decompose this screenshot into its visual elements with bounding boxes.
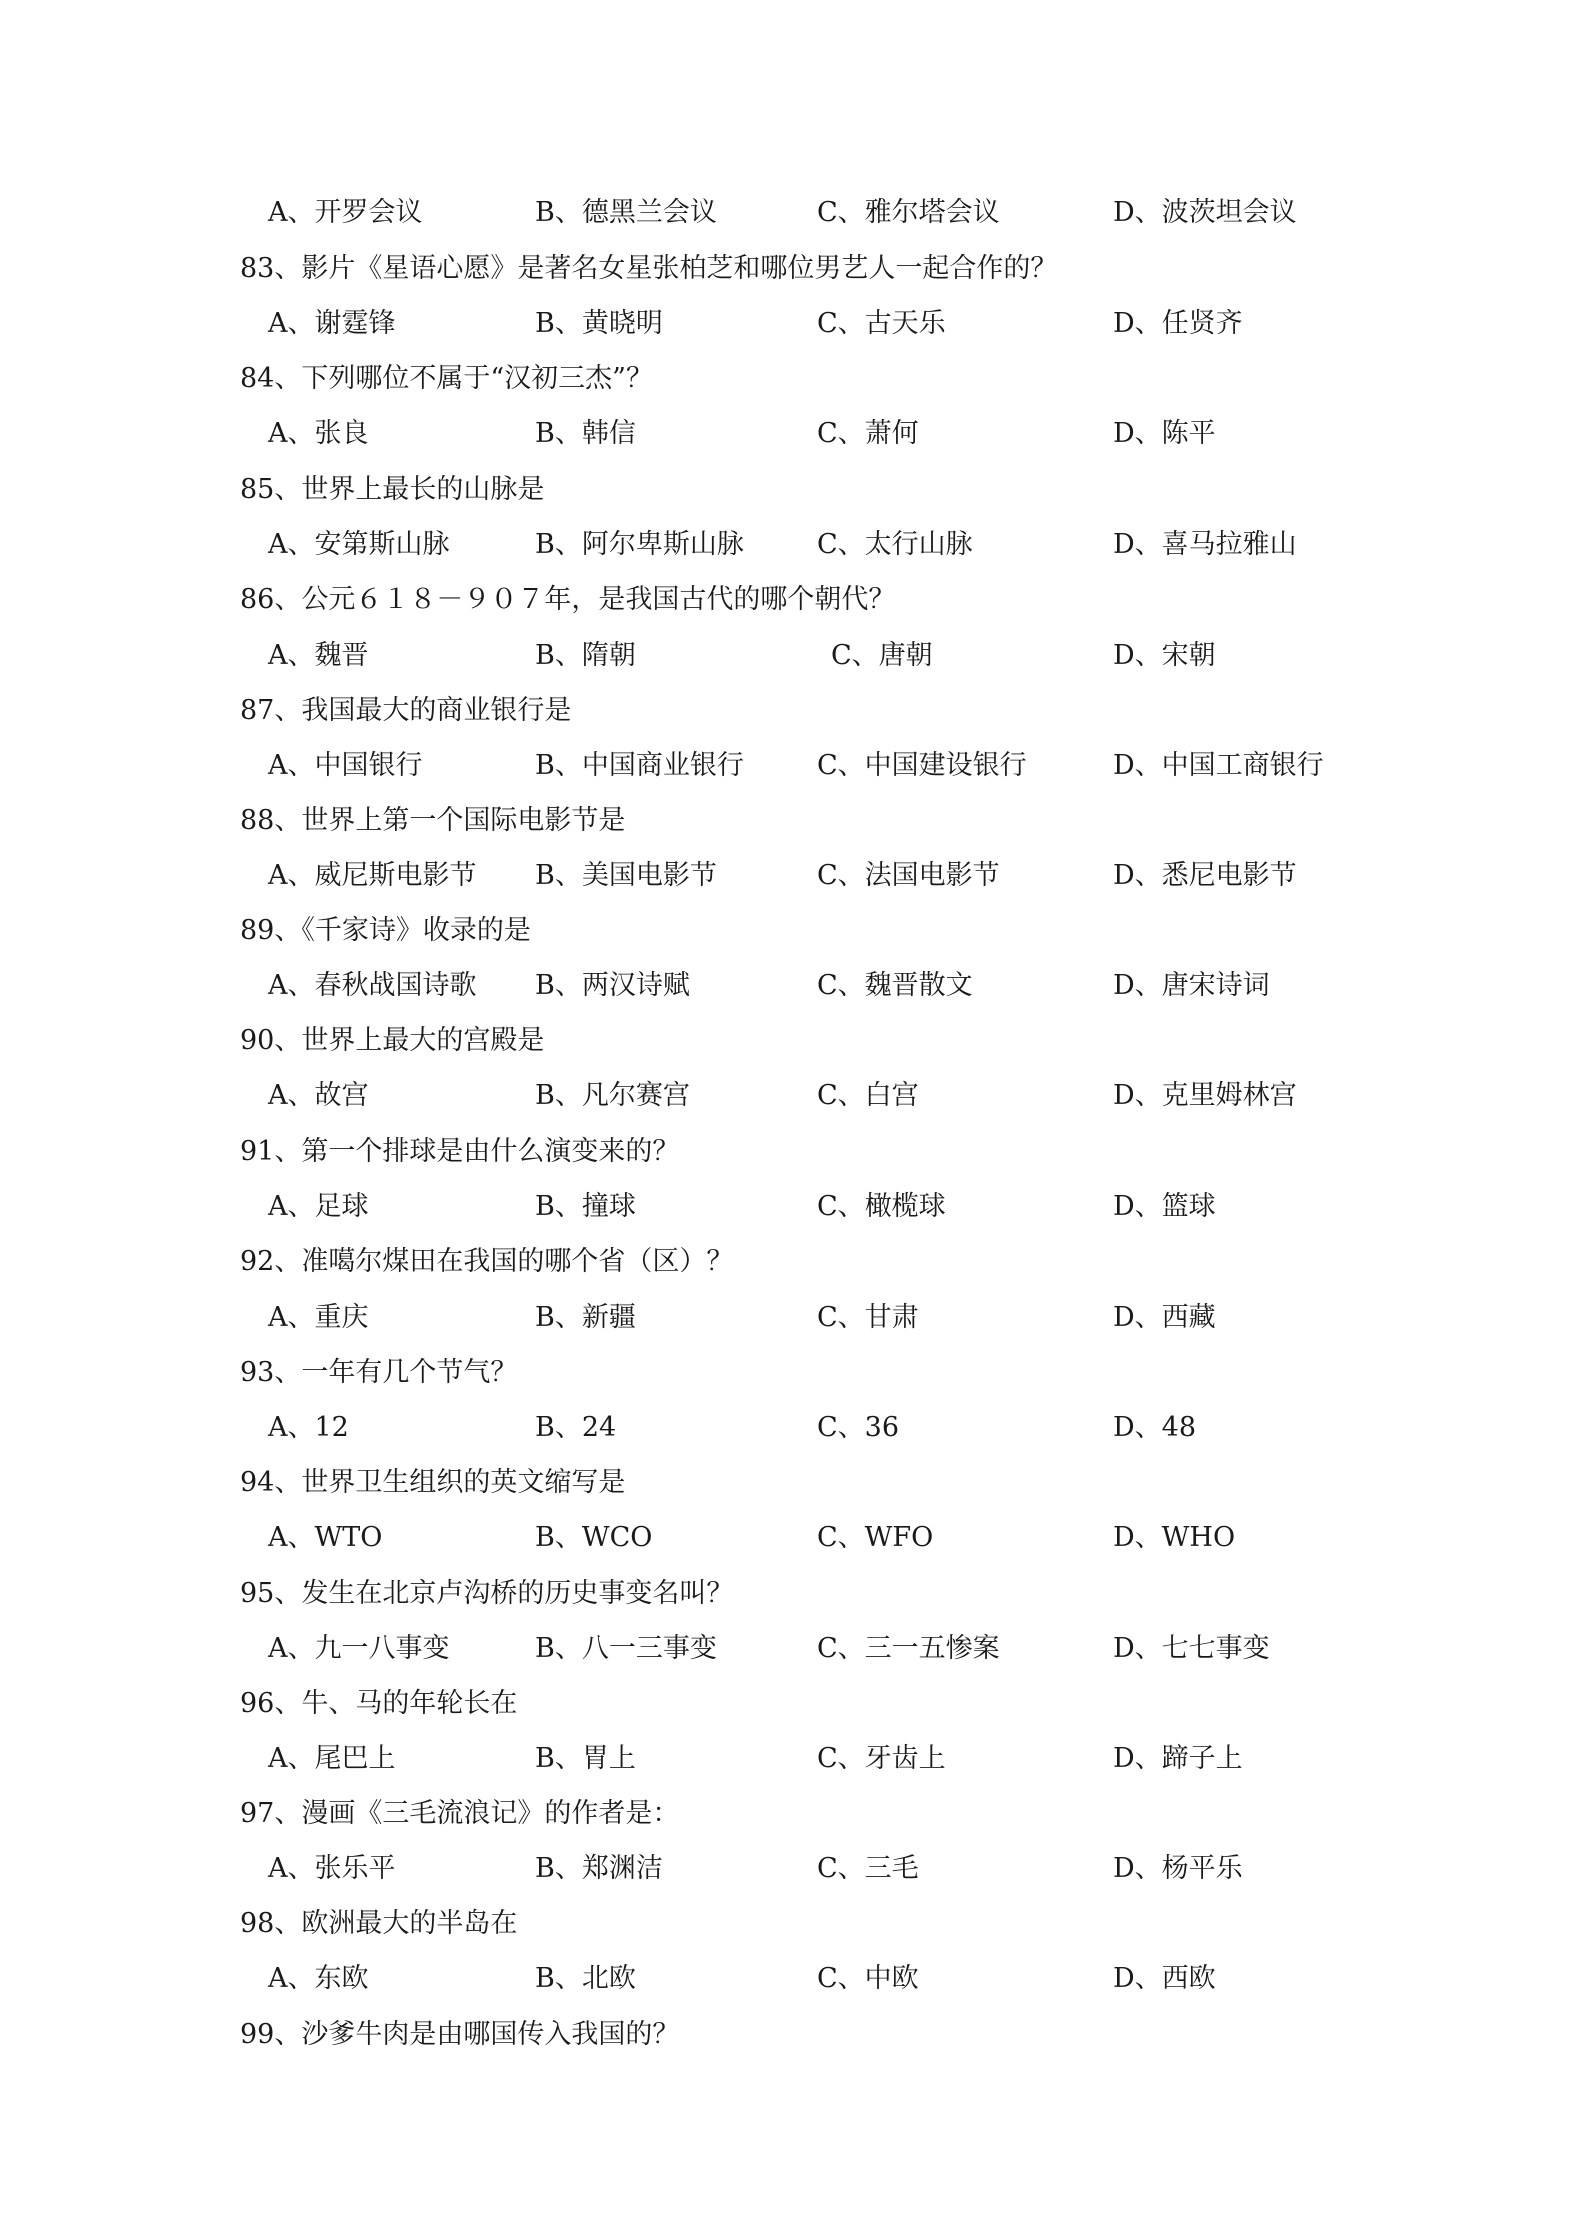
question-text: 91、第一个排球是由什么演变来的？ [240,1136,680,1167]
option-c: C、WFO [817,1522,934,1553]
options-row-82 [0,185,1584,241]
option-d: D、七七事变 [1113,1633,1270,1664]
question-text: 99、沙爹牛肉是由哪国传入我国的？ [240,2019,680,2050]
options-row-93 [0,1400,1584,1456]
option-d: D、克里姆林宫 [1113,1080,1297,1111]
option-b: B、两汉诗赋 [535,970,690,1001]
option-c: C、古天乐 [817,308,946,339]
option-a: A、春秋战国诗歌 [268,970,477,1001]
question-text: 88、世界上第一个国际电影节是 [240,805,626,836]
option-b: B、八一三事变 [535,1633,717,1664]
option-b: B、黄晓明 [535,308,663,339]
question-92 [0,1234,1584,1290]
option-c: C、三毛 [817,1853,919,1884]
options-row-86 [0,628,1584,684]
options-row-90 [0,1068,1584,1124]
question-text: 85、世界上最长的山脉是 [240,474,545,505]
question-97 [0,1786,1584,1842]
question-text: 97、漫画《三毛流浪记》的作者是： [240,1798,680,1829]
question-text: 86、公元６１８－９０７年，是我国古代的哪个朝代？ [240,584,896,615]
option-d: D、WHO [1113,1522,1236,1553]
question-text: 92、准噶尔煤田在我国的哪个省（区）？ [240,1246,734,1277]
option-d: D、篮球 [1113,1191,1216,1222]
options-row-97 [0,1841,1584,1897]
question-text: 98、欧洲最大的半岛在 [240,1908,518,1939]
option-a: A、重庆 [268,1302,369,1333]
question-text: 90、世界上最大的宫殿是 [240,1025,545,1056]
option-d: D、陈平 [1113,418,1216,449]
options-row-98 [0,1951,1584,2007]
option-a: A、张良 [268,418,369,449]
question-text: 96、牛、马的年轮长在 [240,1688,518,1719]
option-d: D、杨平乐 [1113,1853,1243,1884]
question-text: 84、下列哪位不属于“汉初三杰”？ [240,363,653,394]
option-b: B、韩信 [535,418,636,449]
option-c: C、三一五惨案 [817,1633,1000,1664]
option-b: B、中国商业银行 [535,750,744,781]
options-row-87 [0,738,1584,794]
question-88 [0,793,1584,849]
options-row-84 [0,406,1584,462]
options-row-94 [0,1510,1584,1566]
option-a: A、魏晋 [268,640,369,671]
option-b: B、24 [535,1412,617,1443]
question-84 [0,351,1584,407]
option-b: B、郑渊洁 [535,1853,663,1884]
option-a: A、尾巴上 [268,1743,396,1774]
option-c: C、36 [817,1412,900,1443]
option-c: C、甘肃 [817,1302,919,1333]
option-c: C、法国电影节 [817,860,1000,891]
question-text: 83、影片《星语心愿》是著名女星张柏芝和哪位男艺人一起合作的？ [240,253,1058,284]
option-b: B、撞球 [535,1191,636,1222]
option-d: D、波茨坦会议 [1113,197,1297,228]
option-c: C、魏晋散文 [817,970,973,1001]
question-89 [0,903,1584,959]
question-99 [0,2007,1584,2063]
option-b: B、德黑兰会议 [535,197,717,228]
option-a: A、12 [268,1412,349,1443]
option-c: C、唐朝 [831,640,933,671]
question-86 [0,572,1584,628]
option-a: A、谢霆锋 [268,308,396,339]
question-95 [0,1566,1584,1622]
option-d: D、任贤齐 [1113,308,1243,339]
option-a: A、开罗会议 [268,197,423,228]
options-row-96 [0,1731,1584,1787]
question-91 [0,1124,1584,1180]
option-a: A、东欧 [268,1963,369,1994]
question-text: 94、世界卫生组织的英文缩写是 [240,1467,626,1498]
option-c: C、橄榄球 [817,1191,946,1222]
question-text: 95、发生在北京卢沟桥的历史事变名叫？ [240,1578,734,1609]
options-row-95 [0,1621,1584,1677]
option-a: A、九一八事变 [268,1633,450,1664]
option-a: A、足球 [268,1191,369,1222]
option-d: D、48 [1113,1412,1197,1443]
question-text: 89、《千家诗》收录的是 [240,915,531,946]
option-c: C、白宫 [817,1080,919,1111]
option-a: A、WTO [268,1522,383,1553]
option-d: D、悉尼电影节 [1113,860,1297,891]
options-row-85 [0,517,1584,573]
option-a: A、中国银行 [268,750,423,781]
question-text: 87、我国最大的商业银行是 [240,695,572,726]
option-c: C、中欧 [817,1963,919,1994]
options-row-91 [0,1179,1584,1235]
option-c: C、中国建设银行 [817,750,1027,781]
question-93 [0,1345,1584,1401]
question-98 [0,1896,1584,1952]
option-c: C、太行山脉 [817,529,973,560]
option-c: C、萧何 [817,418,919,449]
option-b: B、隋朝 [535,640,636,671]
options-row-92 [0,1290,1584,1346]
question-text: 93、一年有几个节气？ [240,1357,518,1388]
options-row-83 [0,296,1584,352]
option-d: D、宋朝 [1113,640,1216,671]
option-b: B、WCO [535,1522,653,1553]
question-87 [0,683,1584,739]
option-b: B、美国电影节 [535,860,717,891]
option-b: B、北欧 [535,1963,636,1994]
question-96 [0,1676,1584,1732]
option-a: A、威尼斯电影节 [268,860,477,891]
option-a: A、安第斯山脉 [268,529,450,560]
option-d: D、唐宋诗词 [1113,970,1270,1001]
option-d: D、西欧 [1113,1963,1216,1994]
options-row-88 [0,848,1584,904]
option-d: D、西藏 [1113,1302,1216,1333]
option-b: B、凡尔赛宫 [535,1080,690,1111]
option-b: B、阿尔卑斯山脉 [535,529,744,560]
question-83 [0,241,1584,297]
option-b: B、新疆 [535,1302,636,1333]
option-d: D、喜马拉雅山 [1113,529,1297,560]
question-94 [0,1455,1584,1511]
option-a: A、张乐平 [268,1853,396,1884]
option-d: D、蹄子上 [1113,1743,1243,1774]
question-85 [0,462,1584,518]
options-row-89 [0,958,1584,1014]
option-a: A、故宫 [268,1080,369,1111]
option-c: C、雅尔塔会议 [817,197,1000,228]
option-d: D、中国工商银行 [1113,750,1324,781]
option-b: B、胃上 [535,1743,636,1774]
question-90 [0,1013,1584,1069]
option-c: C、牙齿上 [817,1743,946,1774]
